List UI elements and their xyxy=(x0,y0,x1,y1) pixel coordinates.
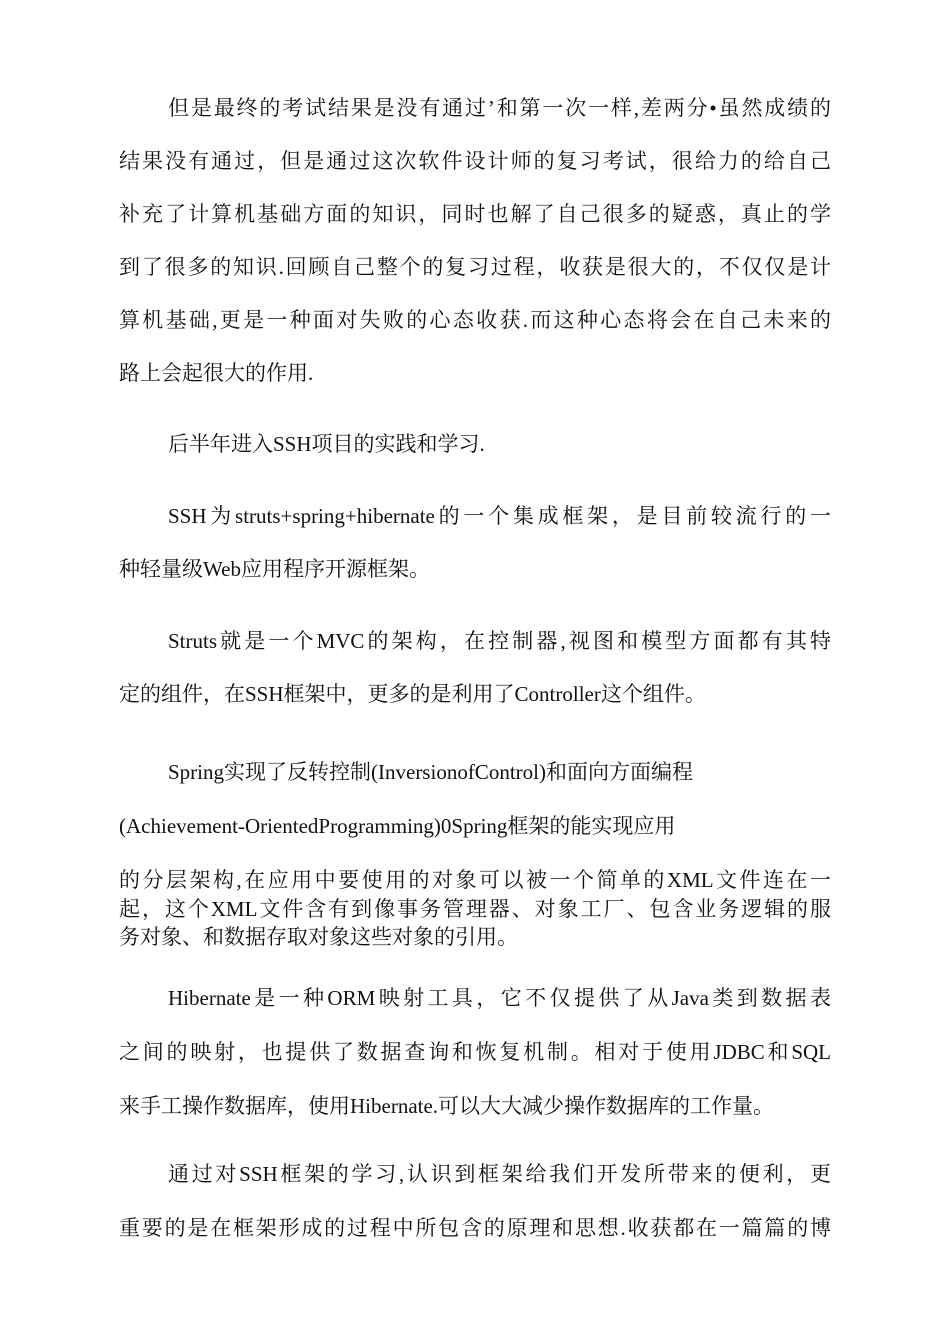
paragraph-7-line-1: 通过对SSH框架的学习,认识到框架给我们开发所带来的便利，更 xyxy=(168,1162,831,1186)
paragraph-5-line-4: 起，这个XML文件含有到像事务管理器、对象工厂、包含业务逻辑的服 xyxy=(119,897,831,921)
paragraph-5-line-1: Spring实现了反转控制(InversionofControl)和面向方面编程 xyxy=(168,760,693,784)
paragraph-5-line-5: 务对象、和数据存取对象这些对象的引用。 xyxy=(119,925,518,949)
paragraph-1-line-5: 算机基础,更是一种面对失败的心态收获.而这种心态将会在自己未来的 xyxy=(119,308,831,332)
paragraph-4-line-1: Struts就是一个MVC的架构，在控制器,视图和模型方面都有其特 xyxy=(168,629,831,653)
paragraph-3-line-1: SSH为struts+spring+hibernate的一个集成框架，是目前较流行的一 xyxy=(168,504,831,528)
paragraph-1-line-3: 补充了计算机基础方面的知识，同时也解了自己很多的疑惑，真止的学 xyxy=(119,202,831,226)
paragraph-1-line-4: 到了很多的知识.回顾自己整个的复习过程，收获是很大的，不仅仅是计 xyxy=(119,255,831,279)
paragraph-6-line-3: 来手工操作数据库，使用Hibernate.可以大大减少操作数据库的工作量。 xyxy=(119,1094,775,1118)
paragraph-3-line-2: 种轻量级Web应用程序开源框架。 xyxy=(119,557,430,581)
paragraph-4-line-2: 定的组件，在SSH框架中，更多的是利用了Controller这个组件。 xyxy=(119,682,706,706)
paragraph-6-line-1: Hibernate是一种ORM映射工具，它不仅提供了从Java类到数据表 xyxy=(168,986,831,1010)
paragraph-6-line-2: 之间的映射，也提供了数据查询和恢复机制。相对于使用JDBC和SQL xyxy=(119,1040,831,1064)
paragraph-1-line-1: 但是最终的考试结果是没有通过’和第一次一样,差两分•虽然成绩的 xyxy=(168,96,831,120)
paragraph-7-line-2: 重要的是在框架形成的过程中所包含的原理和思想.收获都在一篇篇的博 xyxy=(119,1216,831,1240)
paragraph-1-line-6: 路上会起很大的作用. xyxy=(119,361,314,385)
paragraph-5-line-3: 的分层架构,在应用中要使用的对象可以被一个简单的XML文件连在一 xyxy=(119,868,831,892)
paragraph-5-line-2: (Achievement-OrientedProgramming)0Spring框架的能实现应用 xyxy=(119,814,676,838)
paragraph-2-line-1: 后半年进入SSH项目的实践和学习. xyxy=(168,432,485,456)
paragraph-1-line-2: 结果没有通过，但是通过这次软件设计师的复习考试，很给力的给自己 xyxy=(119,149,831,173)
